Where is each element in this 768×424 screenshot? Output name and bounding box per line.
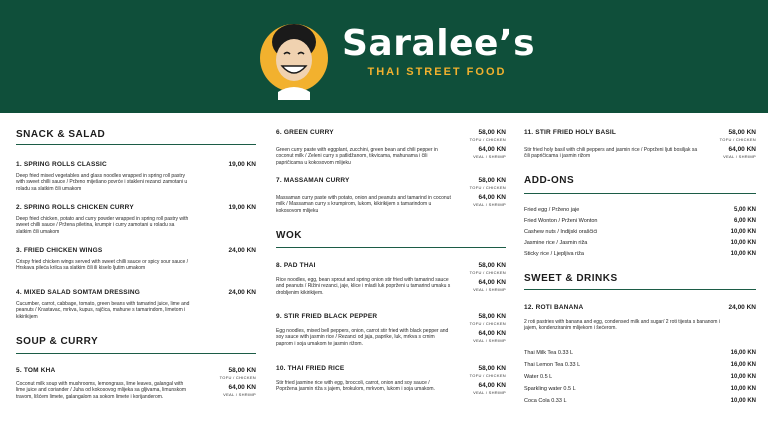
price-label: VEAL / SHRIMP [723, 154, 756, 159]
price-stack [192, 367, 256, 397]
menu-item [524, 304, 756, 332]
section-title-snack: SNACK & SALAD [16, 129, 106, 140]
section-title-wok: WOK [276, 230, 302, 241]
price-veal-shrimp: 64,00 KN [478, 146, 506, 153]
item-name: 5. TOM KHA [16, 367, 56, 374]
section-divider [16, 353, 256, 354]
item-name: 4. MIXED SALAD SOMTAM DRESSING [16, 289, 140, 296]
addon-price: 10,00 KN [730, 229, 756, 235]
item-description: Deep fried mixed vegetables and glass noodles wrapped in spring roll pastry with sweet chilli sauce / Prženo miješano povrće i stakleni rezanci zamotani u roladu sa slatkim čili umakom [16, 173, 188, 192]
addon-price: 10,00 KN [730, 251, 756, 257]
price-veal-shrimp: 64,00 KN [478, 194, 506, 201]
price-veal-shrimp: 64,00 KN [478, 330, 506, 337]
item-name: 9. STIR FRIED BLACK PEPPER [276, 313, 378, 320]
brand-block [342, 23, 536, 78]
item-description: Egg noodles, mixed bell peppers, onion, carrot stir fried with black pepper and soy sauce with jasmin rice / Rezanci od jaja, paprike, luk, mrkva s crnim paprom i soja umakom te jasmin rižom. [276, 328, 449, 347]
item-description: Cucumber, carrot, cabbage, tomato, green beans with tamarind juice, lime and peanuts / Krastavac, mrkva, kupus, rajčica, mahune s tamarindom, limetom i kikirikijem [16, 301, 190, 320]
item-name: 3. FRIED CHICKEN WINGS [16, 247, 103, 254]
item-description: Stir fried jasmine rice with egg, broccoli, carrot, onion and soy sauce / Popržena jasmin riža s jajem, brokulom, mrkvom, lukom i soja umakom. [276, 380, 435, 393]
item-name: 1. SPRING ROLLS CLASSIC [16, 161, 107, 168]
addon-name: Jasmine rice / Jasmin riža [524, 240, 588, 246]
price-stack [442, 313, 506, 343]
item-description: Rice noodles, egg, bean sprout and spring onion stir fried with tamarind sauce and peanuts / Rižini rezanci, jaje, klice i mladi luk poprženi u tamarind umaku s drobljenim kikirikijem. [276, 277, 451, 296]
addon-row [524, 251, 756, 257]
item-description: 2 roti pastries with banana and egg, condensed milk and sugar/ 2 roti tijesta s bananom i jajem, kondenziranim mlijekom i šećerom. [524, 319, 720, 332]
price-label: VEAL / SHRIMP [473, 287, 506, 292]
price-tofu-chicken: 58,00 KN [228, 367, 256, 374]
addon-row [524, 240, 756, 246]
menu-item [276, 177, 506, 214]
addon-row [524, 207, 756, 213]
price-stack [442, 177, 506, 207]
price-label: VEAL / SHRIMP [473, 390, 506, 395]
item-price: 19,00 KN [228, 161, 256, 168]
drink-price: 16,00 KN [730, 350, 756, 356]
item-description: Crispy fried chicken wings served with sweet chilli sauce or spicy sour sauce / Hrskava pileća krilca sa slatkim čili ili kiselo ljutim umakom [16, 259, 189, 272]
price-veal-shrimp: 64,00 KN [478, 279, 506, 286]
item-name: 6. GREEN CURRY [276, 129, 334, 136]
item-price: 24,00 KN [228, 247, 256, 254]
price-stack [442, 365, 506, 395]
price-tofu-chicken: 58,00 KN [478, 262, 506, 269]
drink-price: 16,00 KN [730, 362, 756, 368]
price-label: VEAL / SHRIMP [473, 338, 506, 343]
price-tofu-chicken: 58,00 KN [478, 365, 506, 372]
price-label: TOFU / CHICKEN [469, 321, 506, 326]
drink-price: 10,00 KN [730, 386, 756, 392]
menu-item [16, 161, 256, 192]
item-name: 12. ROTI BANANA [524, 304, 584, 311]
price-stack [692, 129, 756, 159]
drink-name: Water 0.5 L [524, 374, 553, 380]
menu-item [276, 365, 506, 393]
menu-item [276, 262, 506, 296]
price-stack [442, 129, 506, 159]
item-description: Stir fried holy basil with chili peppers and jasmin rice / Poprženi ljuti bosiljak sa čili papričicama i jasmin rižom [524, 147, 698, 160]
price-veal-shrimp: 64,00 KN [228, 384, 256, 391]
menu-item [16, 204, 256, 235]
item-description: Green curry paste with eggplant, zucchini, green bean and chili pepper in coconut milk / Zeleni curry s patlidžanom, tikvicama, mahunama i čili papričicama u kokosovom mlijeku [276, 147, 438, 166]
menu-item [16, 247, 256, 272]
price-tofu-chicken: 58,00 KN [478, 313, 506, 320]
item-name: 7. MASSAMAN CURRY [276, 177, 350, 184]
item-price: 19,00 KN [228, 204, 256, 211]
brand-tagline: THAI STREET FOOD [367, 66, 507, 78]
price-tofu-chicken: 58,00 KN [728, 129, 756, 136]
drink-name: Coca Cola 0.33 L [524, 398, 567, 404]
addon-name: Fried egg / Prženo jaje [524, 207, 580, 213]
addon-price: 10,00 KN [730, 240, 756, 246]
price-label: TOFU / CHICKEN [719, 137, 756, 142]
item-name: 11. STIR FRIED HOLY BASIL [524, 129, 617, 136]
drink-row [524, 350, 756, 356]
item-name: 8. PAD THAI [276, 262, 316, 269]
price-label: VEAL / SHRIMP [473, 154, 506, 159]
price-label: VEAL / SHRIMP [223, 392, 256, 397]
price-stack [442, 262, 506, 292]
item-price: 24,00 KN [728, 304, 756, 311]
drink-row [524, 398, 756, 404]
menu-item [524, 129, 756, 160]
price-label: VEAL / SHRIMP [473, 202, 506, 207]
menu-item [16, 289, 256, 320]
price-tofu-chicken: 58,00 KN [478, 129, 506, 136]
section-title-addons: ADD-ONS [524, 175, 575, 186]
drink-price: 10,00 KN [730, 374, 756, 380]
drink-row [524, 362, 756, 368]
addon-name: Sticky rice / Ljepljiva riža [524, 251, 584, 257]
item-name: 2. SPRING ROLLS CHICKEN CURRY [16, 204, 134, 211]
drink-price: 10,00 KN [730, 398, 756, 404]
section-divider [276, 247, 506, 248]
item-price: 24,00 KN [228, 289, 256, 296]
item-description: Massaman curry paste with potato, onion and peanuts and tamarind in coconut milk / Massaman curry s krumpirom, lukom, kikirikijem s tamarindom u kokosovom mlijeku [276, 195, 451, 214]
chef-logo-icon [256, 14, 334, 100]
addon-price: 5,00 KN [733, 207, 756, 213]
section-divider [16, 144, 256, 145]
addon-row [524, 218, 756, 224]
drink-row [524, 386, 756, 392]
price-label: TOFU / CHICKEN [469, 137, 506, 142]
item-description: Deep fried chicken, potato and curry powder wrapped in spring roll pastry with sweet chilli sauce / Pržena piletina, krumpir i curry zamotani u roladu sa slatkim čili umakom [16, 216, 189, 235]
price-label: TOFU / CHICKEN [469, 270, 506, 275]
brand-name: Saralee’s [342, 23, 536, 64]
section-divider [524, 289, 756, 290]
drink-name: Thai Milk Tea 0.33 L [524, 350, 574, 356]
menu-item [276, 129, 506, 166]
price-label: TOFU / CHICKEN [469, 373, 506, 378]
price-veal-shrimp: 64,00 KN [478, 382, 506, 389]
price-label: TOFU / CHICKEN [469, 185, 506, 190]
addon-row [524, 229, 756, 235]
header-banner [0, 0, 768, 113]
drink-name: Sparkling water 0.5 L [524, 386, 576, 392]
price-label: TOFU / CHICKEN [219, 375, 256, 380]
menu-item [276, 313, 506, 347]
item-name: 10. THAI FRIED RICE [276, 365, 345, 372]
price-veal-shrimp: 64,00 KN [728, 146, 756, 153]
drink-name: Thai Lemon Tea 0.33 L [524, 362, 581, 368]
price-tofu-chicken: 58,00 KN [478, 177, 506, 184]
section-divider [524, 193, 756, 194]
item-description: Coconut milk soup with mushrooms, lemongrass, lime leaves, galangal with lime juice and coriander / Juha od kokosovog mlijeka sa gljivama, limunskom travom, lišćem limete, galangalom sa sokom limete i korijanderom. [16, 381, 187, 400]
menu-item [16, 367, 256, 400]
drink-row [524, 374, 756, 380]
section-title-sweets: SWEET & DRINKS [524, 273, 618, 284]
section-title-soup: SOUP & CURRY [16, 336, 99, 347]
addon-name: Cashew nuts / Indijski oraščići [524, 229, 598, 235]
addon-price: 6,00 KN [733, 218, 756, 224]
addon-name: Fried Wonton / Prženi Wonton [524, 218, 598, 224]
